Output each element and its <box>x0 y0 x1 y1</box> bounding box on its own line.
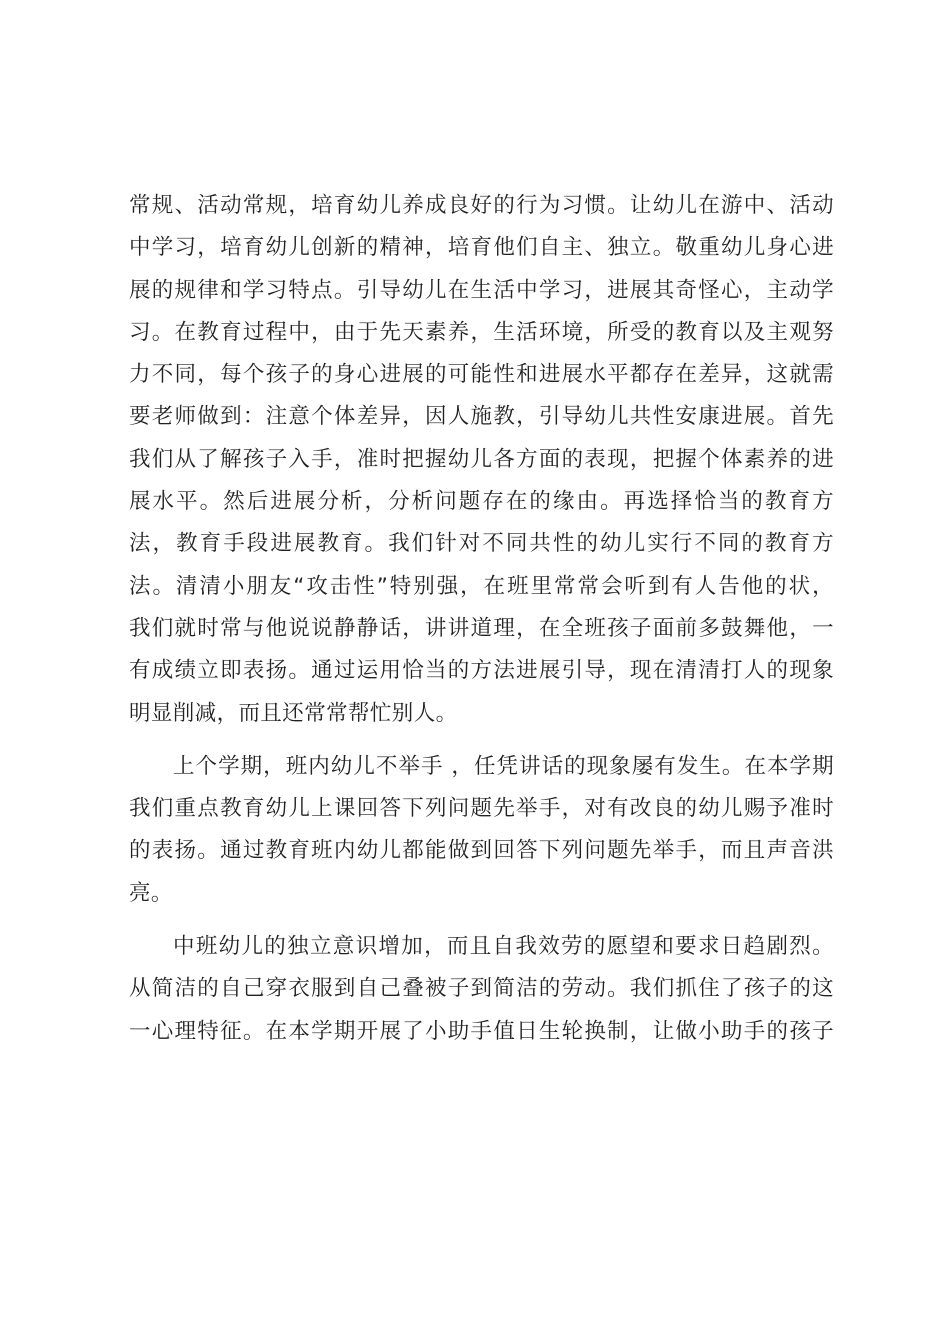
document-body <box>129 185 834 1053</box>
text-line: 我们从了解孩子入手，准时把握幼儿各方面的表现，把握个体素养的进 <box>129 446 834 472</box>
text-line: 中学习，培育幼儿创新的精神，培育他们自主、独立。敬重幼儿身心进 <box>129 235 834 261</box>
paragraph-spacer <box>129 915 834 926</box>
text-line: 明显削减，而且还常常帮忙别人。 <box>129 700 458 726</box>
text-line: 展水平。然后进展分析，分析问题存在的缘由。再选择恰当的教育方 <box>129 489 834 515</box>
text-line: 常规、活动常规，培育幼儿养成良好的行为习惯。让幼儿在游中、活动 <box>129 193 834 218</box>
paragraph-3 <box>129 926 834 1053</box>
text-line: 我们就时常与他说说静静话，讲讲道理，在全班孩子面前多鼓舞他，一 <box>129 615 834 641</box>
text-line: 法，教育手段进展教育。我们针对不同共性的幼儿实行不同的教育方 <box>129 531 834 557</box>
paragraph-1 <box>129 185 834 735</box>
text-line: 亮。 <box>129 880 173 906</box>
text-line: 中班幼儿的独立意识增加，而且自我效劳的愿望和要求日趋剧烈。 <box>173 934 834 960</box>
text-line: 习。在教育过程中，由于先天素养，生活环境，所受的教育以及主观努 <box>129 319 834 345</box>
text-line: 有成绩立即表扬。通过运用恰当的方法进展引导，现在清清打人的现象 <box>129 658 834 684</box>
text-line: 一心理特征。在本学期开展了小助手值日生轮换制，让做小助手的孩子 <box>129 1018 834 1044</box>
text-line: 我们重点教育幼儿上课回答下列问题先举手，对有改良的幼儿赐予准时 <box>129 796 834 822</box>
paragraph-2 <box>129 746 834 915</box>
text-line: 法。清清小朋友“攻击性”特别强，在班里常常会听到有人告他的状， <box>129 573 834 599</box>
paragraph-spacer <box>129 735 834 746</box>
text-line: 要老师做到：注意个体差异，因人施教，引导幼儿共性安康进展。首先 <box>129 404 834 430</box>
text-line: 从简洁的自己穿衣服到自己叠被子到简洁的劳动。我们抓住了孩子的这 <box>129 976 834 1002</box>
text-line: 上个学期，班内幼儿不举手 ，任凭讲话的现象屡有发生。在本学期 <box>173 753 834 779</box>
text-line: 力不同，每个孩子的身心进展的可能性和进展水平都存在差异，这就需 <box>129 362 834 388</box>
text-line: 展的规律和学习特点。引导幼儿在生活中学习，进展其奇怪心，主动学 <box>129 277 834 303</box>
text-line: 的表扬。通过教育班内幼儿都能做到回答下列问题先举手，而且声音洪 <box>129 838 834 864</box>
